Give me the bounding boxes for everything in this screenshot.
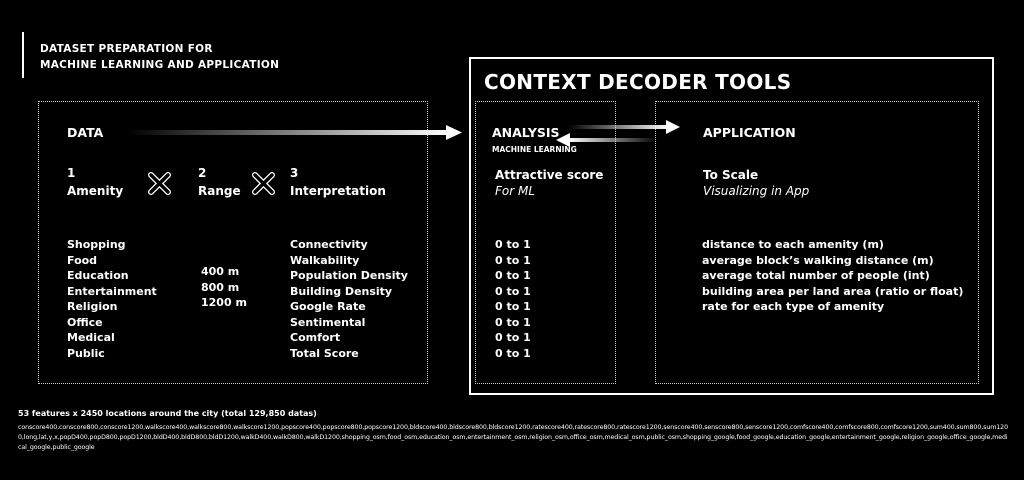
interpretation-label: Interpretation [290, 184, 386, 198]
interpretation-list [290, 237, 408, 361]
list-item: rate for each type of amenity [702, 300, 885, 313]
list-item: Medical [67, 331, 115, 344]
list-item: 0 to 1 [495, 300, 531, 313]
interpretation-heading [290, 166, 386, 199]
tools-title: CONTEXT DECODER TOOLS [484, 70, 792, 94]
feature-list: conscore400,conscore800,conscore1200,walkscore400,walkscore800,walkscore1200,popscore400,popscore800,popscore1200,bldscore400,bldscore800,bldscore1200,ratescore400,ratescore800,ratescore1200,senscore400,senscore800,senscore1200,comfscore400,comfscore800,comfscore1200,sum400,sum800,sum1200,long,lat,y,x,popD400,popD800,popD1200,bldD400,bldD800,bldD1200,walkD400,walkD800,walkD1200,shopping_osm,food_osm,education_osm,entertainment_osm,religion_osm,office_osm,medical_osm,public_osm,shopping_google,food_google,education_google,entertainment_google,religion_google,office_google,medical_google,public_google [18, 424, 1008, 451]
header [40, 41, 279, 73]
range-label: Range [198, 184, 241, 198]
list-item: Google Rate [290, 300, 366, 313]
list-item: Education [67, 269, 129, 282]
list-item: Comfort [290, 331, 341, 344]
list-item: 0 to 1 [495, 346, 531, 360]
application-scale-label: To Scale [703, 168, 759, 182]
list-item: Total Score [290, 346, 359, 360]
list-item: Office [67, 315, 103, 329]
list-item: Religion [67, 300, 118, 313]
header-line-2: MACHINE LEARNING AND APPLICATION [40, 59, 280, 71]
list-item: Building Density [290, 284, 393, 298]
range-heading [198, 166, 241, 199]
analysis-subtitle: MACHINE LEARNING [492, 145, 577, 154]
range-number: 2 [198, 166, 207, 180]
list-item: Entertainment [67, 284, 157, 298]
amenity-number: 1 [67, 166, 76, 180]
amenity-heading [67, 166, 123, 199]
list-item: Connectivity [290, 238, 368, 251]
analysis-values [495, 237, 531, 361]
amenity-label: Amenity [67, 184, 124, 198]
x-cross-icon [147, 171, 172, 196]
list-item: 0 to 1 [495, 253, 531, 267]
list-item: 800 m [201, 280, 240, 294]
amenity-list [67, 237, 157, 361]
list-item: Public [67, 346, 105, 360]
list-item: Walkability [290, 253, 360, 267]
analysis-title: ANALYSIS [492, 125, 560, 140]
list-item: average total number of people (int) [702, 269, 930, 282]
list-item: building area per land area (ratio or float) [702, 284, 964, 298]
analysis-score-note: For ML [495, 184, 536, 198]
list-item: 0 to 1 [495, 331, 531, 344]
list-item: 400 m [201, 265, 240, 278]
interpretation-number: 3 [290, 166, 299, 180]
dataset-summary: 53 features x 2450 locations around the city (total 129,850 datas) [18, 409, 317, 418]
list-item: average block’s walking distance (m) [702, 253, 934, 267]
range-list [201, 264, 247, 311]
list-item: Population Density [290, 269, 408, 282]
list-item: 0 to 1 [495, 238, 531, 251]
list-item: Sentimental [290, 315, 366, 329]
analysis-score-label: Attractive score [495, 168, 604, 182]
list-item: Shopping [67, 238, 126, 251]
x-cross-icon [251, 171, 276, 196]
list-item: 0 to 1 [495, 284, 531, 298]
list-item: 1200 m [201, 296, 247, 309]
header-accent-bar [22, 32, 24, 78]
arrow-left-icon [556, 132, 660, 148]
list-item: distance to each amenity (m) [702, 238, 884, 251]
arrow-right-icon [128, 124, 464, 142]
application-title: APPLICATION [703, 125, 796, 140]
application-scale-note: Visualizing in App [703, 184, 810, 198]
application-list [702, 237, 963, 315]
data-title: DATA [67, 125, 104, 140]
list-item: 0 to 1 [495, 269, 531, 282]
header-line-1: DATASET PREPARATION FOR [40, 43, 213, 55]
list-item: Food [67, 253, 98, 267]
list-item: 0 to 1 [495, 315, 531, 329]
